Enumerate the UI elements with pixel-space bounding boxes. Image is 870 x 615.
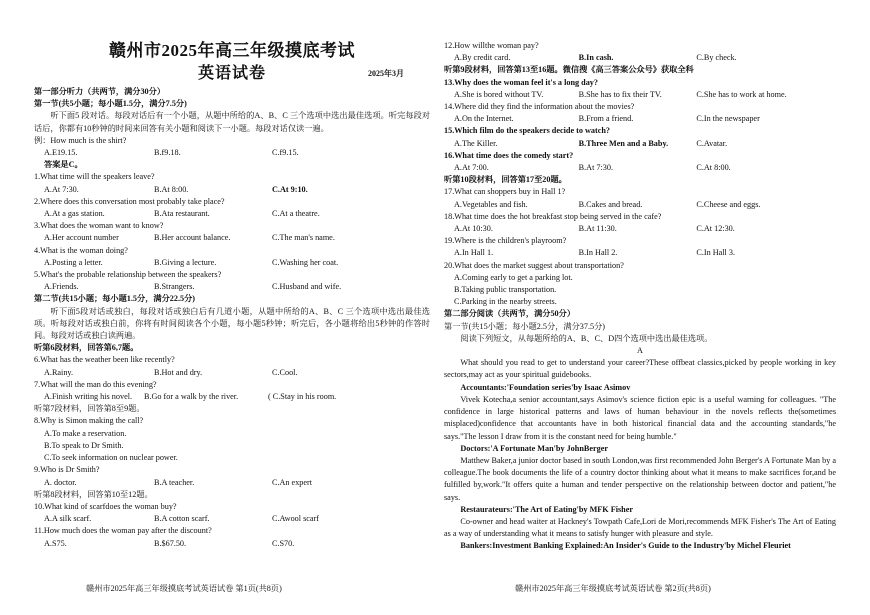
question-16: 16.What time does the comedy start? [444, 150, 574, 160]
option: B.In cash. [578, 53, 614, 63]
section2-heading: 第二节(共15小题；每小题1.5分，满分22.5分) [34, 294, 196, 304]
option: A.Posting a letter. [44, 257, 103, 267]
question-20: 20.What does the market suggest about transportation? [444, 260, 624, 270]
option: A.E19.15. [44, 148, 78, 158]
passage-label: A [637, 346, 643, 356]
option: A.The Killer. [454, 138, 498, 148]
question-7-options [34, 391, 430, 403]
part1-heading: 第一部分听力（共两节，满分30分） [34, 87, 166, 96]
option: A.S75. [44, 538, 67, 548]
question-6-options [34, 367, 430, 379]
question-1: 1.What time will the speakers leave? [34, 172, 155, 182]
exam-title: 赣州市2025年高三年级摸底考试 [109, 41, 355, 60]
option: C.Husband and wife. [272, 282, 342, 292]
question-5-options [34, 281, 430, 293]
option: B.Hot and dry. [154, 367, 203, 377]
section1-heading: 第一节(共5小题；每小题1.5分，满分7.5分) [34, 99, 187, 109]
question-5: 5.What's the probable relationship between the speakers? [34, 270, 222, 280]
page-right [444, 40, 836, 553]
question-8-option-a: A.To make a reservation. [44, 428, 127, 438]
material-10-heading: 听第10段材料，回答第17至20题。 [444, 175, 567, 185]
subtitle-row [34, 62, 430, 86]
question-14: 14.Where did they find the information about the movies? [444, 102, 635, 112]
option: C.Cool. [272, 367, 298, 377]
option: C.f9.15. [272, 148, 299, 158]
passage-heading-1: Accountants:'Foundation series'by Isaac Asimov [460, 382, 631, 392]
material-8-heading: 听第8段材料，回答第10至12题。 [34, 489, 153, 499]
question-3-options [34, 232, 430, 244]
question-10: 10.What kind of scarfdoes the woman buy? [34, 501, 177, 511]
question-2-options [34, 208, 430, 220]
reading-section1-heading: 第一节(共15小题；每小题2.5分，满分37.5分) [444, 321, 606, 331]
option: C.S70. [272, 538, 295, 548]
option: ( C.Stay in his room. [268, 392, 337, 402]
question-13: 13.Why does the woman feel it's a long day? [444, 77, 598, 87]
option: B.Ata restaurant. [154, 209, 210, 219]
option: C.The man's name. [272, 233, 335, 243]
example-question: 例：How much is the shirt? [34, 135, 127, 145]
material-9-heading: 听第9段材料，回答第13至16题。微信搜《高三答案公众号》获取全科 [444, 65, 694, 75]
option: C.In Hall 3. [696, 248, 736, 258]
question-13-options [444, 89, 836, 101]
page-left [34, 0, 430, 550]
question-14-options [444, 113, 836, 125]
footer-left: 赣州市2025年高三年级摸底考试英语试卷 第1页(共8页) [86, 584, 282, 593]
option: C.She has to work at home. [696, 89, 787, 99]
question-8-option-c: C.To seek information on nuclear power. [44, 453, 178, 463]
option: C.An expert [272, 477, 313, 487]
material-7-heading: 听第7段材料，回答第8至9题。 [34, 404, 145, 414]
material-6-heading: 听第6段材料，回答第6,7题。 [34, 343, 139, 353]
question-12: 12.How willthe woman pay? [444, 41, 539, 50]
passage-intro: What should you read to get to understand your career?These offbeat classics,picked by people working in key sectors,may act as your spiritual guidebooks. [444, 358, 836, 380]
option: C.At 12:30. [696, 224, 735, 234]
question-19: 19.Where is the children's playroom? [444, 236, 567, 246]
option: B.f9.18. [154, 148, 181, 158]
question-17: 17.What can shoppers buy in Hall 1? [444, 187, 566, 197]
option: C.At a theatre. [272, 209, 320, 219]
option: C.At 8:00. [696, 163, 731, 173]
option: A.Friends. [44, 282, 79, 292]
option: A.At 7:30. [44, 184, 79, 194]
option: C.At 9:10. [272, 184, 308, 194]
option: C.Washing her coat. [272, 257, 339, 267]
option: B.Three Men and a Baby. [578, 138, 669, 148]
option: A.At 10:30. [454, 224, 493, 234]
option: A.Finish writing his novel. [44, 392, 133, 402]
question-4: 4.What is the woman doing? [34, 245, 128, 255]
passage-heading-4: Bankers:Investment Banking Explained:An Insider's Guide to the Industry'by Michel Fleuriet [460, 541, 791, 551]
example-options [34, 147, 430, 159]
option: B.In Hall 2. [578, 248, 618, 258]
passage-paragraph-2: Matthew Baker,a junior doctor based in south London,was first recommended John Berger's A Fortunate Man by a colleague.The book documents the life of a country doctor thinking about what it means to make sacrifices for,and be fulfilled by,work."It offers quite a human and tender perspective on the relationship between doctor and patient,"he says. [444, 455, 836, 502]
question-12-options [444, 52, 836, 64]
option: C.Awool scarf [272, 514, 319, 524]
passage-heading-3: Restaurateurs:'The Art of Eating'by MFK Fisher [460, 504, 633, 514]
passage-heading-2: Doctors:'A Fortunate Man'by JohnBerger [460, 443, 608, 453]
question-9-options [34, 477, 430, 489]
passage-paragraph-1: Vivek Kotecha,a senior accountant,says Asimov's science fiction epic is a useful warning for colleagues. "The confidence in large historical patterns and laws of human behaviour in the novels reflects the(sometimes misplaced)confidence that accountants have in both historical financial data and the accounting standards,"he says."The lesson I draw from it is the constant need for being humble." [444, 394, 836, 441]
question-18: 18.What time does the hot breakfast stop being served in the cafe? [444, 211, 662, 221]
question-20-option-c: C.Parking in the nearby streets. [454, 297, 557, 307]
example-answer: 答案是C。 [44, 160, 83, 170]
option: A.In Hall 1. [454, 248, 494, 258]
option: B.A cotton scarf. [154, 514, 210, 524]
question-20-option-b: B.Taking public transportation. [454, 285, 557, 295]
option: B.$67.50. [154, 538, 187, 548]
option: A.Vegetables and fish. [454, 199, 528, 209]
question-3: 3.What does the woman want to know? [34, 221, 164, 231]
option: B.Giving a lecture. [154, 257, 217, 267]
reading-instructions: 阅读下列短文，从每题所给的A、B、C、D四个选项中选出最佳选项。 [460, 333, 713, 343]
question-7: 7.What will the man do this evening? [34, 379, 157, 389]
exam-subtitle: 英语试卷 [197, 65, 266, 82]
question-1-options [34, 184, 430, 196]
option: A.At a gas station. [44, 209, 105, 219]
option: B.Strangers. [154, 282, 195, 292]
option: B.From a friend. [578, 114, 634, 124]
option: B.At 11:30. [578, 224, 617, 234]
option: A. doctor. [44, 477, 77, 487]
question-11: 11.How much does the woman pay after the discount? [34, 526, 212, 536]
question-19-options [444, 247, 836, 259]
option: C.Avatar. [696, 138, 728, 148]
option: B.Go for a walk by the river. [144, 392, 239, 402]
passage-paragraph-3: Co-owner and head waiter at Hackney's Towpath Cafe,Lori de Mori,recommends MFK Fisher's The Art of Eating as a way of understanding what it means to satisfy hunger with pleasure and style. [444, 516, 836, 539]
option: A.At 7:00. [454, 163, 489, 173]
option: A.Her account number [44, 233, 119, 243]
question-4-options [34, 257, 430, 269]
option: C.In the newspaper [696, 114, 760, 124]
option: B.At 8:00. [154, 184, 189, 194]
question-8-option-b: B.To speak to Dr Smith. [44, 440, 124, 450]
question-16-options [444, 162, 836, 174]
exam-date: 2025年3月 [368, 69, 404, 78]
section1-instructions: 听下面5 段对话。每段对话后有一个小题，从题中所给的A、B、C 三个选项中选出最佳选项。听完每段对话后，你都有10秒钟的时间来回答有关小题和阅读下一小题。每段对话仅读一遍。 [34, 111, 430, 133]
option: A.By credit card. [454, 53, 511, 63]
question-11-options [34, 538, 430, 550]
question-6: 6.What has the weather been like recently? [34, 355, 175, 365]
section2-instructions: 听下面5段对话或独白，每段对话或独白后有几道小题，从题中所给的A、B、C 三个选项中选出最佳选项。听每段对话或独白前，你将有时间阅读各个小题，每小题5秒钟；听完后，各小题将给出5秒钟的作答时间。每段对话或独白读两遍。 [34, 306, 430, 341]
footer-right: 赣州市2025年高三年级摸底考试英语试卷 第2页(共8页) [515, 584, 711, 593]
option: A.Rainy. [44, 367, 74, 377]
option: B.Her account balance. [154, 233, 231, 243]
question-10-options [34, 513, 430, 525]
question-17-options [444, 199, 836, 211]
question-8: 8.Why is Simon making the call? [34, 416, 144, 426]
question-18-options [444, 223, 836, 235]
question-9: 9.Who is Dr Smith? [34, 465, 100, 475]
question-2: 2.Where does this conversation most probably take place? [34, 196, 225, 206]
option: A.A silk scarf. [44, 514, 92, 524]
option: A.On the Internet. [454, 114, 514, 124]
question-15: 15.Which film do the speakers decide to watch? [444, 126, 611, 136]
option: C.By check. [696, 53, 737, 63]
option: A.She is bored without TV. [454, 89, 544, 99]
option: B.A teacher. [154, 477, 195, 487]
question-20-option-a: A.Coming early to get a parking lot. [454, 272, 573, 282]
option: B.Cakes and bread. [578, 199, 643, 209]
question-15-options [444, 138, 836, 150]
option: B.She has to fix their TV. [578, 89, 662, 99]
part2-heading: 第二部分阅读（共两节，满分50分） [444, 309, 576, 319]
option: B.At 7:30. [578, 163, 614, 173]
option: C.Cheese and eggs. [696, 199, 761, 209]
